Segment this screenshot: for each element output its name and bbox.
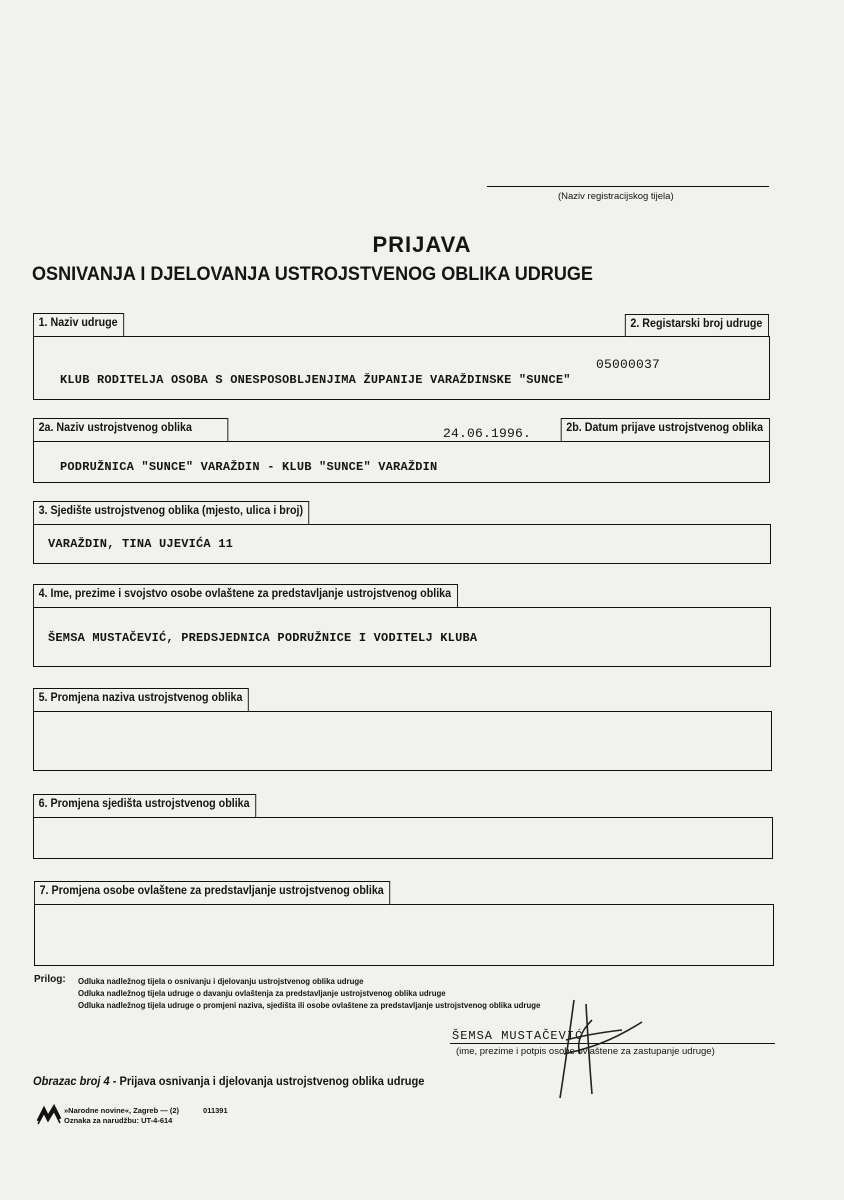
field-5-label: 5. Promjena naziva ustrojstvenog oblika	[33, 688, 249, 712]
publisher-info	[64, 1106, 228, 1126]
page-title: PRIJAVA	[372, 232, 472, 257]
field-2b-label: 2b. Datum prijave ustrojstvenog oblika	[561, 418, 770, 442]
form-footer	[33, 1074, 424, 1088]
field-4-value: ŠEMSA MUSTAČEVIĆ, PREDSJEDNICA PODRUŽNICE I VODITELJ KLUBA	[48, 631, 478, 645]
form-number: Obrazac broj 4	[33, 1074, 110, 1088]
page-subtitle: OSNIVANJA I DJELOVANJA USTROJSTVENOG OBLIKA UDRUGE	[32, 264, 593, 285]
registry-label: (Naziv registracijskog tijela)	[558, 191, 674, 202]
attachments-list	[78, 975, 540, 1011]
field-5-box	[33, 711, 772, 771]
signatory-name: ŠEMSA MUSTAČEVIĆ	[452, 1029, 584, 1043]
attachments-label: Prilog:	[34, 974, 66, 985]
field-2a-label: 2a. Naziv ustrojstvenog oblika	[33, 418, 228, 442]
publisher-code: 011391	[203, 1106, 228, 1115]
form-title: - Prijava osnivanja i djelovanja ustrojstvenog oblika udruge	[109, 1074, 425, 1088]
field-1-value: KLUB RODITELJA OSOBA S ONESPOSOBLJENJIMA ŽUPANIJE VARAŽDINSKE "SUNCE"	[60, 373, 571, 387]
registry-line	[487, 186, 769, 187]
signature-caption: (ime, prezime i potpis osobe ovlaštene za zastupanje udruge)	[456, 1046, 715, 1057]
field-2-label: 2. Registarski broj udruge	[625, 314, 769, 337]
publisher-name: »Narodne novine«, Zagreb — (2)	[64, 1106, 180, 1115]
attachment-item: Odluka nadležnog tijela udruge o davanju ovlaštenja za predstavljanje ustrojstvenog oblika udruge	[78, 988, 446, 998]
field-2-value: 05000037	[596, 357, 661, 372]
field-3-label: 3. Sjedište ustrojstvenog oblika (mjesto, ulica i broj)	[33, 501, 310, 525]
field-7-box	[34, 904, 774, 966]
field-4-label: 4. Ime, prezime i svojstvo osobe ovlaštene za predstavljanje ustrojstvenog oblika	[33, 584, 458, 608]
field-3-value: VARAŽDIN, TINA UJEVIĆA 11	[48, 537, 234, 551]
field-6-label: 6. Promjena sjedišta ustrojstvenog oblika	[33, 794, 256, 818]
field-6-box	[33, 817, 773, 859]
attachment-item: Odluka nadležnog tijela udruge o promjeni naziva, sjedišta ili osobe ovlaštene za predstavljanje ustrojstvenog oblika udruge	[78, 1000, 541, 1010]
publisher-logo-icon	[36, 1103, 62, 1125]
field-7-label: 7. Promjena osobe ovlaštene za predstavljanje ustrojstvenog oblika	[34, 881, 390, 905]
field-2b-value: 24.06.1996.	[443, 426, 532, 441]
handwritten-signature-icon	[530, 990, 660, 1110]
attachment-item: Odluka nadležnog tijela o osnivanju i djelovanju ustrojstvenog oblika udruge	[78, 976, 364, 986]
order-mark: Oznaka za narudžbu: UT-4-614	[64, 1116, 173, 1125]
field-1-label: 1. Naziv udruge	[33, 313, 124, 337]
field-2a-value: PODRUŽNICA "SUNCE" VARAŽDIN - KLUB "SUNCE" VARAŽDIN	[60, 460, 438, 474]
